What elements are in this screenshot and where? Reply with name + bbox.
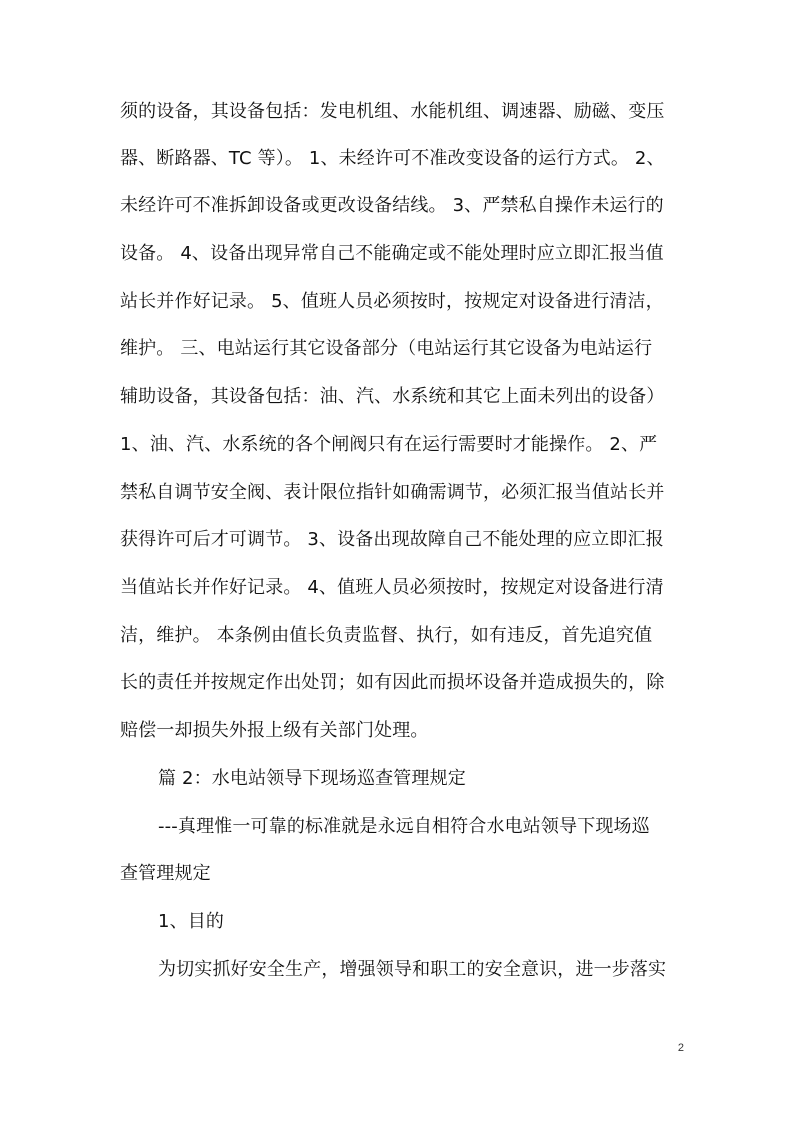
- body-text-line-9: 禁私自调节安全阀、表计限位指针如确需调节，必须汇报当值站长并: [120, 482, 665, 503]
- body-text-line-14: 赔偿一却损失外报上级有关部门处理。: [120, 720, 429, 741]
- section-heading: 篇 2：水电站领导下现场巡查管理规定: [158, 768, 466, 789]
- body-text-line-10: 获得许可后才可调节。 3、设备出现故障自己不能处理的应立即汇报: [120, 529, 664, 550]
- body-text-line-1: 须的设备，其设备包括：发电机组、水能机组、调速器、励磁、变压: [120, 101, 665, 122]
- body-text-line-4: 设备。 4、设备出现异常自己不能确定或不能处理时应立即汇报当值: [120, 243, 664, 264]
- numbered-heading: 1、目的: [158, 911, 225, 932]
- subtitle-line-1: ---真理惟一可靠的标准就是永远自相符合水电站领导下现场巡: [158, 816, 650, 837]
- body-text-line-11: 当值站长并作好记录。 4、值班人员必须按时，按规定对设备进行清: [120, 577, 664, 598]
- body-text-line-5: 站长并作好记录。 5、值班人员必须按时，按规定对设备进行清洁，: [120, 291, 664, 312]
- body-text-line-12: 洁，维护。 本条例由值长负责监督、执行，如有违反，首先追究值: [120, 625, 653, 646]
- body-text-line-7: 辅助设备，其设备包括：油、汽、水系统和其它上面未列出的设备）: [120, 386, 665, 407]
- body-text-line-13: 长的责任并按规定作出处罚；如有因此而损坏设备并造成损失的，除: [120, 672, 665, 693]
- page-number: 2: [677, 1042, 684, 1054]
- body-text-line-2: 器、断路器、TC 等）。 1、未经许可不准改变设备的运行方式。 2、: [120, 148, 665, 169]
- paragraph-start-line: 为切实抓好安全生产，增强领导和职工的安全意识，进一步落实: [158, 959, 667, 980]
- subtitle-line-2: 查管理规定: [120, 863, 211, 884]
- body-text-line-3: 未经许可不准拆卸设备或更改设备结线。 3、严禁私自操作未运行的: [120, 195, 664, 216]
- body-text-line-8: 1、油、汽、水系统的各个闸阀只有在运行需要时才能操作。 2、严: [120, 434, 658, 455]
- body-text-line-6: 维护。 三、电站运行其它设备部分（电站运行其它设备为电站运行: [120, 338, 653, 359]
